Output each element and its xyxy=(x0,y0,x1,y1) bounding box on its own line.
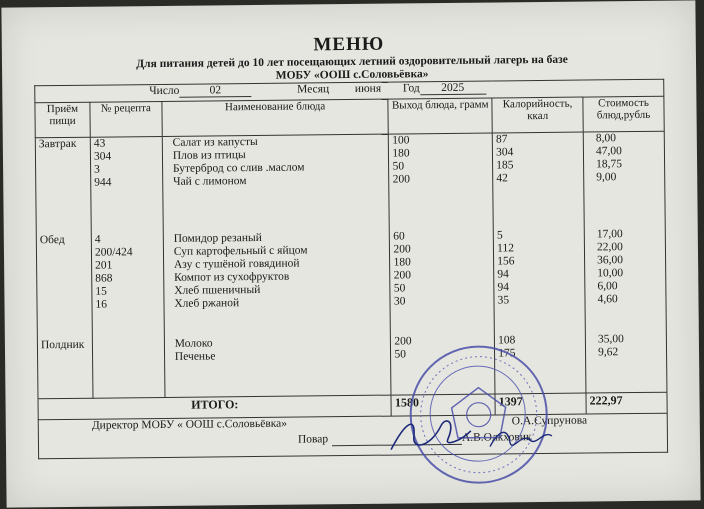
recipe: 200/424 xyxy=(94,246,133,259)
year-value: 2025 xyxy=(420,82,486,96)
dish-yield: 180 xyxy=(393,256,411,269)
menu-body xyxy=(35,131,667,399)
dish-kcal: 175 xyxy=(498,347,516,360)
dish-yield: 50 xyxy=(392,160,405,173)
total-yield: 1580 xyxy=(391,394,495,416)
dish-column xyxy=(162,134,391,397)
dish-yield: 50 xyxy=(393,282,406,295)
col-meal: Приём пищи xyxy=(35,102,90,138)
recipe: 43 xyxy=(93,137,106,150)
dish-name: Хлеб пшеничный xyxy=(174,283,261,297)
dish-name: Помидор резаный xyxy=(173,231,262,245)
dish-kcal: 5 xyxy=(496,229,503,242)
director-label: Директор МОБУ « ООШ с.Соловьёвка» xyxy=(91,417,288,432)
director-name: О.А.Супрунова xyxy=(511,414,588,428)
year-label: Год xyxy=(402,82,420,95)
recipe-column xyxy=(90,136,165,398)
dish-yield: 60 xyxy=(393,230,405,243)
dish-name: Бутерброд со слив .маслом xyxy=(172,161,305,175)
col-cost: Стоимость блюд,рубль xyxy=(583,96,664,132)
dish-kcal: 185 xyxy=(496,159,514,172)
dish-kcal: 42 xyxy=(496,172,508,185)
dish-name: Печенье xyxy=(174,350,216,363)
dish-cost: 17,00 xyxy=(596,228,623,241)
dish-name: Салат из капусты xyxy=(172,135,258,149)
dish-yield: 200 xyxy=(393,243,411,256)
recipe: 304 xyxy=(93,150,112,163)
menu-table xyxy=(34,79,668,460)
day-label: Число xyxy=(149,84,180,98)
dish-cost: 10,00 xyxy=(597,267,624,280)
director-signature xyxy=(386,411,476,457)
dish-cost: 47,00 xyxy=(595,145,622,158)
signature-row xyxy=(38,413,667,459)
dish-kcal: 87 xyxy=(495,133,508,146)
dish-kcal: 304 xyxy=(496,146,514,159)
dish-cost: 9,62 xyxy=(598,346,619,359)
dish-kcal: 156 xyxy=(497,255,515,268)
dish-kcal: 94 xyxy=(497,281,510,294)
dish-cost: 18,75 xyxy=(596,158,623,171)
meal-snack: Полдник xyxy=(40,338,85,352)
col-kcal: Калорийность, ккал xyxy=(492,97,583,133)
recipe: 944 xyxy=(94,176,112,189)
cook-signature xyxy=(486,422,556,455)
dish-name: Хлеб ржаной xyxy=(174,297,240,310)
cook-name: А.В.Олкховик xyxy=(461,431,532,444)
total-kcal: 1397 xyxy=(495,393,586,415)
dish-name: Молоко xyxy=(174,337,213,350)
dish-name: Суп картофельный с яйцом xyxy=(173,244,308,258)
total-cost: 222,97 xyxy=(586,392,667,414)
dish-cost: 8,00 xyxy=(595,132,617,145)
meal-column xyxy=(35,137,93,399)
dish-yield: 200 xyxy=(393,269,411,282)
total-label: ИТОГО: xyxy=(38,395,392,420)
recipe: 201 xyxy=(95,259,113,272)
dish-yield: 100 xyxy=(392,134,410,147)
dish-kcal: 108 xyxy=(497,334,516,347)
col-yield: Выход блюда, грамм xyxy=(388,98,492,134)
recipe: 868 xyxy=(95,272,113,285)
recipe: 15 xyxy=(95,285,107,298)
menu-sheet xyxy=(1,0,700,507)
dish-kcal: 112 xyxy=(497,242,514,255)
col-recipe: № рецепта xyxy=(90,101,162,137)
recipe: 4 xyxy=(94,233,101,246)
dish-cost: 35,00 xyxy=(597,333,624,346)
dish-kcal: 35 xyxy=(497,294,510,307)
dish-yield: 200 xyxy=(394,335,412,348)
dish-yield: 30 xyxy=(393,295,406,308)
dish-cost: 9,00 xyxy=(596,171,617,184)
meal-lunch: Обед xyxy=(39,233,65,247)
subtitle-line-1: Для питания детей до 10 лет посещающих летний оздоровительный лагерь на базе xyxy=(136,53,568,71)
meal-breakfast: Завтрак xyxy=(38,137,77,151)
dish-cost: 36,00 xyxy=(597,254,624,267)
subtitle-line-2: МОБУ «ООШ с.Соловьёвка» xyxy=(275,68,429,82)
month-value: июня xyxy=(354,82,382,95)
dish-yield: 50 xyxy=(394,348,407,361)
recipe: 16 xyxy=(95,298,108,311)
dish-name: Азу с тушёной говядиной xyxy=(173,257,300,271)
dish-cost: 4,60 xyxy=(597,293,618,306)
page-title: МЕНЮ xyxy=(313,33,385,56)
dish-kcal: 94 xyxy=(497,268,509,281)
dish-cost: 6,00 xyxy=(597,280,618,293)
dish-name: Плов из птицы xyxy=(172,149,246,162)
month-label: Месяц xyxy=(297,83,330,96)
dish-cost: 22,00 xyxy=(596,241,623,254)
recipe: 3 xyxy=(94,163,100,176)
col-dish: Наименование блюда xyxy=(162,99,389,136)
day-value: 02 xyxy=(179,84,251,98)
cost-column xyxy=(583,131,667,393)
dish-name: Чай с лимоном xyxy=(173,175,247,188)
dish-yield: 180 xyxy=(392,147,410,160)
cook-label: Повар xyxy=(297,433,329,446)
dish-yield: 200 xyxy=(392,173,410,186)
dish-name: Компот из сухофруктов xyxy=(174,270,290,284)
